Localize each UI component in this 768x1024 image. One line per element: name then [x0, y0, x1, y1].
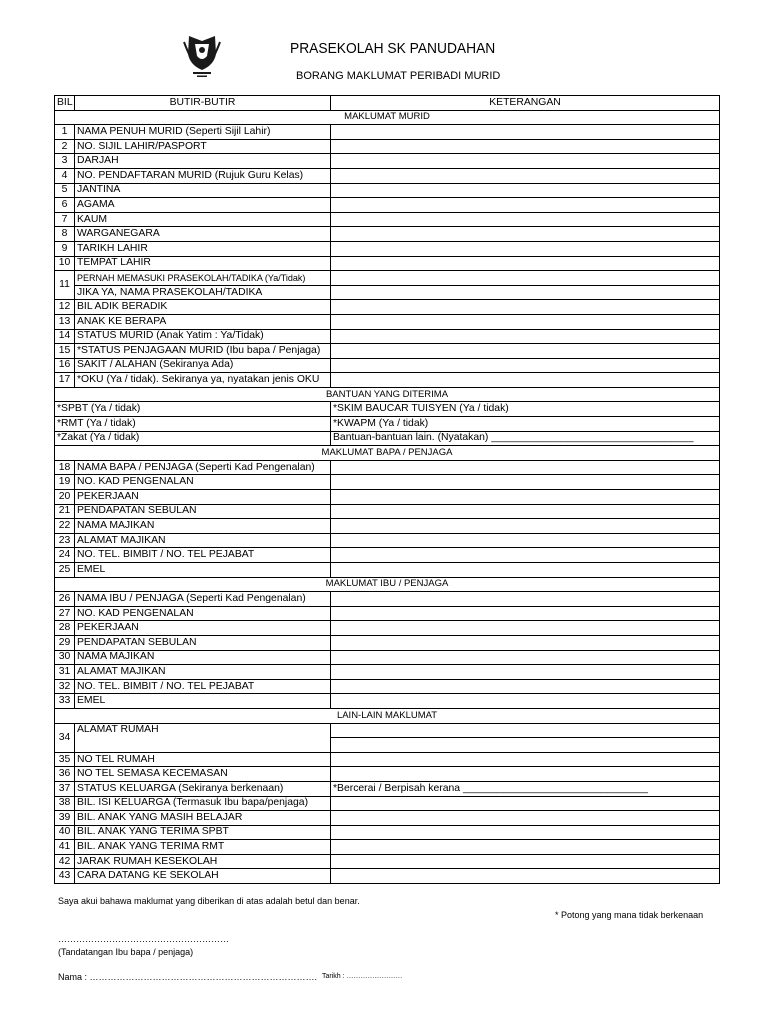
section-header-bapa: MAKLUMAT BAPA / PENJAGA — [55, 446, 720, 461]
school-crest-logo — [181, 32, 223, 78]
answer-field[interactable] — [331, 650, 720, 665]
row-number: 39 — [55, 811, 75, 826]
row-number: 7 — [55, 212, 75, 227]
table-row — [55, 344, 720, 359]
answer-field[interactable] — [331, 460, 720, 475]
answer-field[interactable] — [331, 635, 720, 650]
answer-field[interactable] — [331, 563, 720, 578]
table-body — [55, 96, 720, 884]
answer-field[interactable] — [331, 271, 720, 286]
row-number: 29 — [55, 635, 75, 650]
row-label: EMEL — [75, 563, 331, 578]
table-row — [55, 563, 720, 578]
row-label: NO. KAD PENGENALAN — [75, 475, 331, 490]
name-line: Nama : …………………………………………………………………. — [58, 972, 318, 982]
row-label: BIL. ISI KELUARGA (Termasuk Ibu bapa/penjaga) — [75, 796, 331, 811]
row-number: 3 — [55, 154, 75, 169]
table-row — [55, 358, 720, 373]
row-label: NO. TEL. BIMBIT / NO. TEL PEJABAT — [75, 548, 331, 563]
signature-line: ………………………………………………… — [58, 934, 229, 944]
row-label: STATUS MURID (Anak Yatim : Ya/Tidak) — [75, 329, 331, 344]
table-row — [55, 854, 720, 869]
table-row — [55, 621, 720, 636]
answer-field[interactable] — [331, 227, 720, 242]
column-header-keterangan: KETERANGAN — [331, 96, 720, 111]
answer-field[interactable] — [331, 752, 720, 767]
answer-field[interactable] — [331, 665, 720, 680]
row-number: 9 — [55, 241, 75, 256]
section-header-row — [55, 110, 720, 125]
row-label: PENDAPATAN SEBULAN — [75, 635, 331, 650]
table-row — [55, 840, 720, 855]
row-label: ALAMAT RUMAH — [75, 723, 331, 752]
row-number: 36 — [55, 767, 75, 782]
table-row — [55, 592, 720, 607]
row-label: *STATUS PENJAGAAN MURID (Ibu bapa / Penjaga) — [75, 344, 331, 359]
column-header-butir: BUTIR-BUTIR — [75, 96, 331, 111]
row-label: ANAK KE BERAPA — [75, 314, 331, 329]
answer-field[interactable] — [331, 519, 720, 534]
table-header-row — [55, 96, 720, 111]
row-label: BIL. ANAK YANG TERIMA RMT — [75, 840, 331, 855]
table-row — [55, 314, 720, 329]
answer-field[interactable] — [331, 869, 720, 884]
table-row — [55, 475, 720, 490]
table-row — [55, 168, 720, 183]
section-header-row — [55, 446, 720, 461]
row-number: 27 — [55, 606, 75, 621]
row-number: 34 — [55, 723, 75, 752]
signature-label: (Tandatangan Ibu bapa / penjaga) — [58, 947, 194, 957]
row-label: BIL. ANAK YANG MASIH BELAJAR — [75, 811, 331, 826]
row-label: ALAMAT MAJIKAN — [75, 665, 331, 680]
table-row — [55, 869, 720, 884]
table-row — [55, 694, 720, 709]
section-header-row — [55, 708, 720, 723]
row-label: *OKU (Ya / tidak). Sekiranya ya, nyatakan jenis OKU — [75, 373, 331, 388]
row-number: 26 — [55, 592, 75, 607]
answer-field[interactable] — [331, 125, 720, 140]
row-label: CARA DATANG KE SEKOLAH — [75, 869, 331, 884]
answer-field[interactable] — [331, 373, 720, 388]
table-row — [55, 825, 720, 840]
answer-field[interactable] — [331, 840, 720, 855]
row-label: PEKERJAAN — [75, 490, 331, 505]
section-header-lain: LAIN-LAIN MAKLUMAT — [55, 708, 720, 723]
row-label: BIL. ANAK YANG TERIMA SPBT — [75, 825, 331, 840]
row-number: 32 — [55, 679, 75, 694]
answer-field[interactable] — [331, 154, 720, 169]
row-label: EMEL — [75, 694, 331, 709]
table-row — [55, 271, 720, 286]
row-number: 21 — [55, 504, 75, 519]
row-label: PERNAH MEMASUKI PRASEKOLAH/TADIKA (Ya/Tidak) — [75, 271, 331, 286]
answer-field[interactable] — [331, 475, 720, 490]
row-label: DARJAH — [75, 154, 331, 169]
row-label: KAUM — [75, 212, 331, 227]
row-label: NAMA IBU / PENJAGA (Seperti Kad Pengenalan) — [75, 592, 331, 607]
table-row — [55, 183, 720, 198]
row-number: 20 — [55, 490, 75, 505]
table-row — [55, 198, 720, 213]
row-label: NAMA MAJIKAN — [75, 650, 331, 665]
aid-option: *Zakat (Ya / tidak) — [55, 431, 331, 446]
row-label: BIL ADIK BERADIK — [75, 300, 331, 315]
form-title: BORANG MAKLUMAT PERIBADI MURID — [296, 70, 501, 82]
row-label: SAKIT / ALAHAN (Sekiranya Ada) — [75, 358, 331, 373]
answer-field[interactable] — [331, 212, 720, 227]
row-number: 19 — [55, 475, 75, 490]
row-label: PEKERJAAN — [75, 621, 331, 636]
table-row — [55, 723, 720, 738]
row-label: NO. SIJIL LAHIR/PASPORT — [75, 139, 331, 154]
answer-field[interactable] — [331, 504, 720, 519]
answer-field[interactable] — [331, 344, 720, 359]
declaration-text: Saya akui bahawa maklumat yang diberikan di atas adalah betul dan benar. — [58, 896, 360, 906]
row-label: JIKA YA, NAMA PRASEKOLAH/TADIKA — [75, 285, 331, 300]
row-number: 24 — [55, 548, 75, 563]
answer-field[interactable] — [331, 621, 720, 636]
answer-field[interactable] — [331, 183, 720, 198]
row-number: 1 — [55, 125, 75, 140]
table-row — [55, 417, 720, 432]
answer-field[interactable] — [331, 811, 720, 826]
answer-field[interactable] — [331, 300, 720, 315]
table-row — [55, 504, 720, 519]
row-label: NO. PENDAFTARAN MURID (Rujuk Guru Kelas) — [75, 168, 331, 183]
table-row — [55, 241, 720, 256]
row-label: JANTINA — [75, 183, 331, 198]
column-header-bil: BIL — [55, 96, 75, 111]
row-number: 2 — [55, 139, 75, 154]
row-number: 11 — [55, 271, 75, 300]
answer-field[interactable] — [331, 329, 720, 344]
row-number: 37 — [55, 781, 75, 796]
answer-field[interactable] — [331, 723, 720, 738]
row-number: 31 — [55, 665, 75, 680]
row-number: 22 — [55, 519, 75, 534]
aid-option: *SPBT (Ya / tidak) — [55, 402, 331, 417]
answer-field[interactable] — [331, 139, 720, 154]
table-row — [55, 227, 720, 242]
row-number: 4 — [55, 168, 75, 183]
row-label: WARGANEGARA — [75, 227, 331, 242]
answer-field[interactable] — [331, 679, 720, 694]
answer-field[interactable] — [331, 694, 720, 709]
table-row — [55, 373, 720, 388]
footnote: * Potong yang mana tidak berkenaan — [555, 910, 704, 920]
row-number: 15 — [55, 344, 75, 359]
table-row — [55, 139, 720, 154]
table-row — [55, 212, 720, 227]
row-label: PENDAPATAN SEBULAN — [75, 504, 331, 519]
row-number: 40 — [55, 825, 75, 840]
table-row — [55, 548, 720, 563]
table-row — [55, 402, 720, 417]
answer-field[interactable] — [331, 606, 720, 621]
row-number: 33 — [55, 694, 75, 709]
table-row — [55, 533, 720, 548]
section-header-ibu: MAKLUMAT IBU / PENJAGA — [55, 577, 720, 592]
row-number: 13 — [55, 314, 75, 329]
aid-option: *KWAPM (Ya / tidak) — [331, 417, 720, 432]
answer-field[interactable] — [331, 767, 720, 782]
table-row — [55, 796, 720, 811]
section-header-murid: MAKLUMAT MURID — [55, 110, 720, 125]
table-row — [55, 752, 720, 767]
answer-field[interactable] — [331, 548, 720, 563]
row-label: NO. TEL. BIMBIT / NO. TEL PEJABAT — [75, 679, 331, 694]
row-number: 30 — [55, 650, 75, 665]
student-info-table — [54, 95, 720, 884]
answer-field[interactable] — [331, 241, 720, 256]
row-number: 23 — [55, 533, 75, 548]
answer-field[interactable] — [331, 256, 720, 271]
answer-field[interactable] — [331, 168, 720, 183]
table-row — [55, 460, 720, 475]
table-row — [55, 679, 720, 694]
table-row — [55, 490, 720, 505]
row-number: 6 — [55, 198, 75, 213]
row-label: NO. KAD PENGENALAN — [75, 606, 331, 621]
row-label: TARIKH LAHIR — [75, 241, 331, 256]
table-row — [55, 431, 720, 446]
table-row — [55, 665, 720, 680]
school-name: PRASEKOLAH SK PANUDAHAN — [290, 40, 496, 57]
row-label: NO TEL RUMAH — [75, 752, 331, 767]
row-label: ALAMAT MAJIKAN — [75, 533, 331, 548]
table-row — [55, 781, 720, 796]
row-label: NAMA BAPA / PENJAGA (Seperti Kad Pengenalan) — [75, 460, 331, 475]
answer-field[interactable] — [331, 592, 720, 607]
row-label: JARAK RUMAH KESEKOLAH — [75, 854, 331, 869]
table-row — [55, 811, 720, 826]
table-row — [55, 154, 720, 169]
section-header-row — [55, 387, 720, 402]
date-line: Tarikh : …………………… — [322, 973, 403, 980]
row-label: TEMPAT LAHIR — [75, 256, 331, 271]
row-number: 8 — [55, 227, 75, 242]
row-number: 12 — [55, 300, 75, 315]
table-row — [55, 285, 720, 300]
section-header-bantuan: BANTUAN YANG DITERIMA — [55, 387, 720, 402]
row-number: 18 — [55, 460, 75, 475]
row-number: 43 — [55, 869, 75, 884]
answer-field[interactable] — [331, 314, 720, 329]
table-row — [55, 300, 720, 315]
aid-option: *RMT (Ya / tidak) — [55, 417, 331, 432]
answer-field[interactable] — [331, 285, 720, 300]
row-number: 35 — [55, 752, 75, 767]
row-label: NAMA MAJIKAN — [75, 519, 331, 534]
table-row — [55, 519, 720, 534]
section-header-row — [55, 577, 720, 592]
table-row — [55, 767, 720, 782]
answer-field[interactable] — [331, 796, 720, 811]
row-label: NO TEL SEMASA KECEMASAN — [75, 767, 331, 782]
row-number: 28 — [55, 621, 75, 636]
aid-option: *SKIM BAUCAR TUISYEN (Ya / tidak) — [331, 402, 720, 417]
answer-field[interactable] — [331, 533, 720, 548]
row-label: AGAMA — [75, 198, 331, 213]
table-row — [55, 650, 720, 665]
table-row — [55, 125, 720, 140]
row-number: 5 — [55, 183, 75, 198]
table-row — [55, 256, 720, 271]
row-number: 17 — [55, 373, 75, 388]
row-number: 42 — [55, 854, 75, 869]
row-label: NAMA PENUH MURID (Seperti Sijil Lahir) — [75, 125, 331, 140]
answer-field[interactable] — [331, 825, 720, 840]
table-row — [55, 606, 720, 621]
table-row — [55, 635, 720, 650]
row-number: 16 — [55, 358, 75, 373]
answer-field[interactable] — [331, 358, 720, 373]
answer-field[interactable]: *Bercerai / Berpisah kerana ________________________________ — [331, 781, 720, 796]
answer-field[interactable] — [331, 198, 720, 213]
table-row — [55, 329, 720, 344]
row-number: 38 — [55, 796, 75, 811]
row-number: 25 — [55, 563, 75, 578]
row-number: 41 — [55, 840, 75, 855]
row-label: STATUS KELUARGA (Sekiranya berkenaan) — [75, 781, 331, 796]
row-number: 10 — [55, 256, 75, 271]
answer-field[interactable] — [331, 738, 720, 753]
row-number: 14 — [55, 329, 75, 344]
aid-option: Bantuan-bantuan lain. (Nyatakan) ___________________________________ — [331, 431, 720, 446]
answer-field[interactable] — [331, 854, 720, 869]
answer-field[interactable] — [331, 490, 720, 505]
